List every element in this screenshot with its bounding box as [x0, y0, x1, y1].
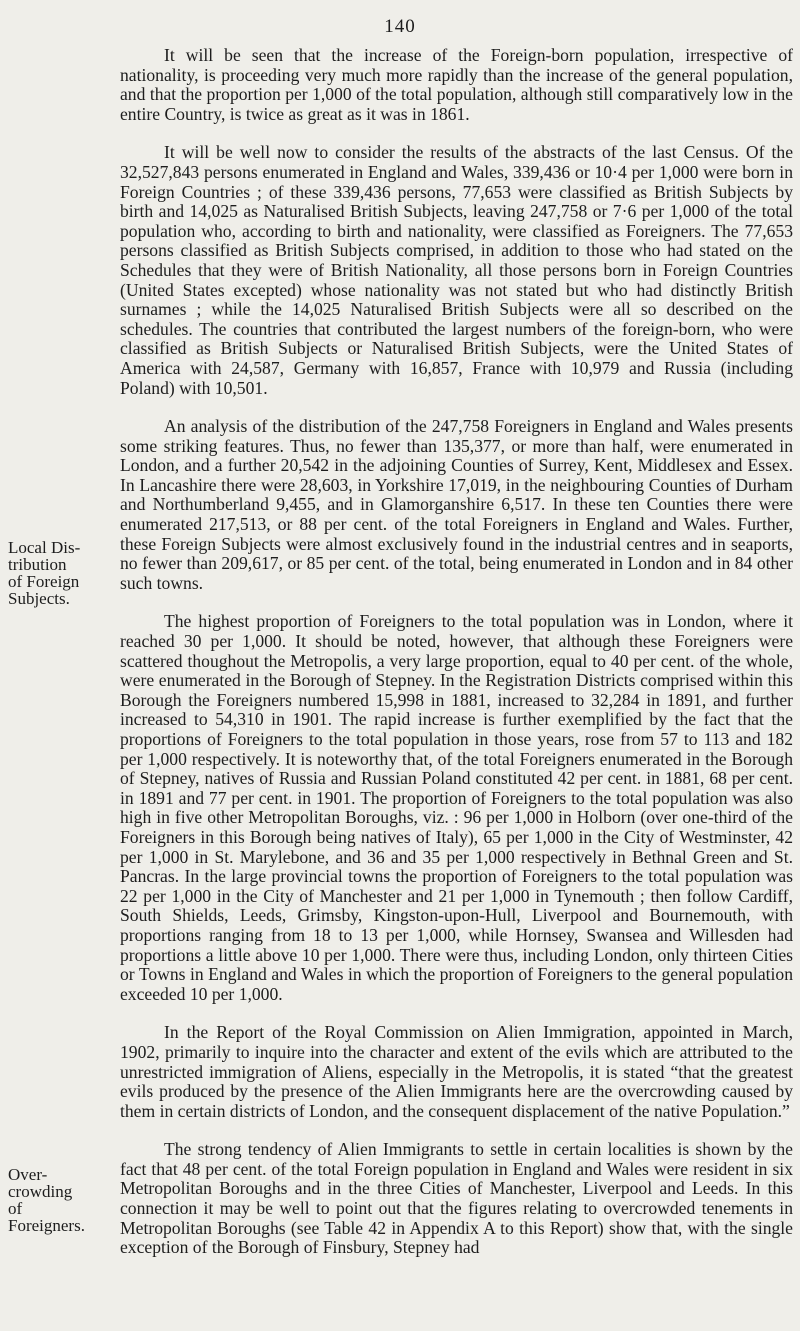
- paragraph-london-proportion: The highest proportion of Foreigners to the total population was in London, where it reached 30 per 1,000. It should be noted, however, that although these Foreigners were scattered thoughout the Metropolis, a very large proportion, equal to 40 per cent. of the whole, were enumerated in the Borough of Stepney. In the Registration Districts comprised within this Borough the Foreigners numbered 15,998 in 1881, increased to 32,284 in 1891, and further increased to 54,310 in 1901. The rapid increase is further exemplified by the fact that the proportions of Foreigners to the total population in those years, rose from 57 to 113 and 182 per 1,000 respectively. It is noteworthy that, of the total Foreigners enumerated in the Borough of Stepney, natives of Russia and Russian Poland constituted 42 per cent. in 1881, 68 per cent. in 1891 and 77 per cent. in 1901. The proportion of Foreigners to the total population was also high in five other Metropolitan Boroughs, viz. : 96 per 1,000 in Holborn (over one-third of the Foreigners in this Borough being natives of Italy), 65 per 1,000 in the City of Westminster, 42 per 1,000 in St. Marylebone, and 36 and 35 per 1,000 respectively in Bethnal Green and St. Pancras. In the large provincial towns the proportion of Foreigners to the total population was 22 per 1,000 in the City of Manchester and 21 per 1,000 in Tynemouth ; then follow Cardiff, South Shields, Leeds, Grimsby, Kingston-upon-Hull, Liverpool and Bournemouth, with proportions ranging from 18 to 13 per 1,000, while Hornsey, Swansea and Willesden had proportions a little above 10 per 1,000. There were thus, including London, only thirteen Cities or Towns in England and Wales in which the proportion of Foreigners to the general population exceeded 10 per 1,000.: [120, 611, 793, 1004]
- body-text: [120, 46, 793, 1277]
- paragraph-foreign-born-increase: It will be seen that the increase of the Foreign-born population, irrespective of nationality, is proceeding very much more rapidly than the increase of the general population, and that the proportion per 1,000 of the total population, although still comparatively low in the entire Country, is twice as great as it was in 1861.: [120, 45, 793, 124]
- margin-note-line: Local Dis-: [8, 538, 81, 557]
- margin-note-line: of Foreign: [8, 572, 80, 591]
- margin-note-line: Over-: [8, 1165, 48, 1184]
- margin-note-line: Foreigners.: [8, 1216, 85, 1235]
- margin-note-line: tribution: [8, 555, 67, 574]
- paragraph-royal-commission: In the Report of the Royal Commission on Alien Immigration, appointed in March, 1902, primarily to inquire into the character and extent of the evils which are attributed to the unrestricted immigration of Aliens, especially in the Metropolis, it is stated “that the greatest evils produced by the presence of the Alien Immigrants here are the overcrowding caused by them in certain districts of London, and the consequent displacement of the native Population.”: [120, 1022, 793, 1121]
- page-number: 140: [384, 16, 416, 37]
- margin-note-line: crowding: [8, 1182, 73, 1201]
- margin-note-line: of: [8, 1199, 23, 1218]
- paragraph-distribution: An analysis of the distribution of the 247,758 Foreigners in England and Wales presents some striking features. Thus, no fewer than 135,377, or more than half, were enumerated in London, and a further 20,542 in the adjoining Counties of Surrey, Kent, Middlesex and Essex. In Lancashire there were 28,603, in Yorkshire 17,019, in the neighbouring Counties of Durham and Northumberland 9,455, and in Glamorganshire 6,517. In these ten Counties there were enumerated 217,513, or 88 per cent. of the total Foreigners in England and Wales. Further, these Foreign Subjects were almost exclusively found in the industrial centres and in seaports, no fewer than 209,617, or 85 per cent. of the total, being enumerated in London and in 84 other such towns.: [120, 416, 793, 593]
- margin-note-line: Subjects.: [8, 589, 70, 608]
- margin-note-local-distribution: [8, 539, 116, 607]
- paragraph-census-results: It will be well now to consider the results of the abstracts of the last Census. Of the 32,527,843 persons enumerated in England and Wales, 339,436 or 10·4 per 1,000 were born in Foreign Countries ; of these 339,436 persons, 77,653 were classified as British Subjects by birth and 14,025 as Naturalised British Subjects, leaving 247,758 or 7·6 per 1,000 of the total population who, according to birth and nationality, were classified as Foreigners. The 77,653 persons classified as British Subjects comprised, in addition to those who had stated on the Schedules that they were of British Nationality, all those persons born in Foreign Countries (United States excepted) whose nationality was not stated but who had distinctly British surnames ; while the 14,025 Naturalised British Subjects were all so described on the schedules. The countries that contributed the largest numbers of the foreign-born, who were classified as British Subjects or Naturalised British Subjects, were the United States of America with 24,587, Germany with 16,857, France with 10,979 and Russia (including Poland) with 10,501.: [120, 142, 793, 398]
- paragraph-overcrowding: The strong tendency of Alien Immigrants to settle in certain localities is shown by the fact that 48 per cent. of the total Foreign population in England and Wales were resident in six Metropolitan Boroughs and in the three Cities of Manchester, Liverpool and Leeds. In this connection it may be well to point out that the figures relating to overcrowded tenements in Metropolitan Boroughs (see Table 42 in Appendix A to this Report) show that, with the single exception of the Borough of Finsbury, Stepney had: [120, 1139, 793, 1258]
- margin-note-overcrowding: [8, 1166, 116, 1234]
